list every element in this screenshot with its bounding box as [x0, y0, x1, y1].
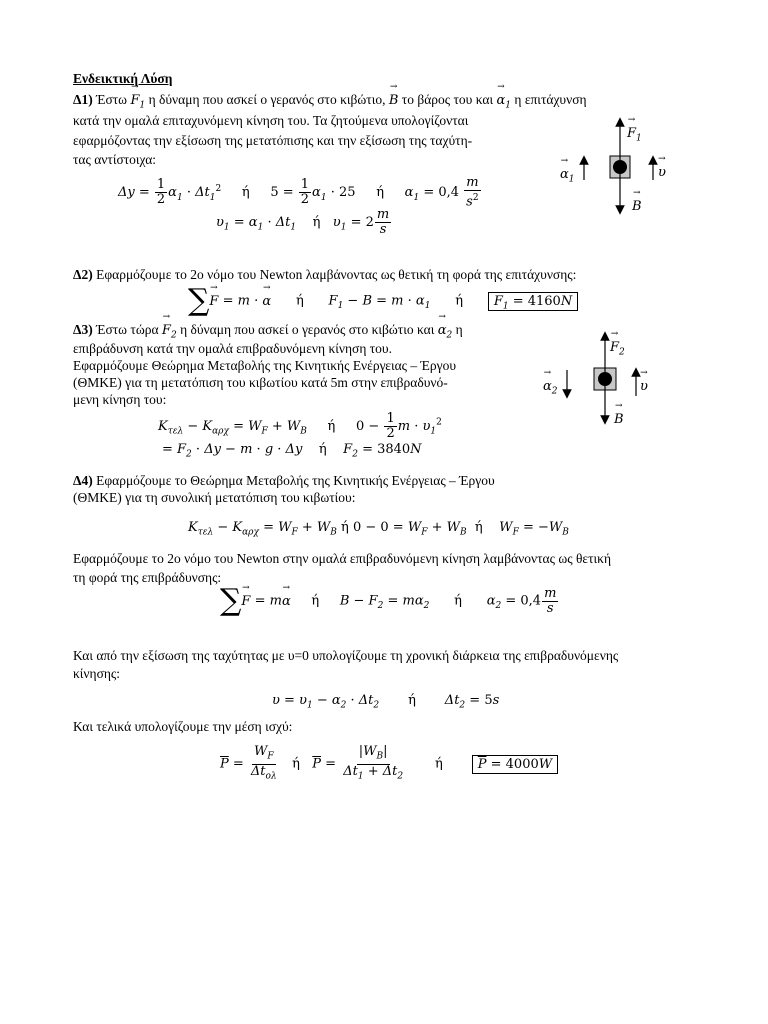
- d4-line4: τη φορά της επιβράδυνσης:: [73, 570, 222, 585]
- d1-label: Δ1): [73, 92, 93, 107]
- d3-equation-line1: $K_{\tau\varepsilon\lambda} - K_{\alpha\rho\chi} = W_F + W_B$ ή 0 − $\frac{1}{2}$ $m \cdot \upsilon_1^2$: [158, 411, 442, 441]
- d1-text-2: η δύναμη που ασκεί ο γερανός στο κιβώτιο,: [148, 92, 386, 107]
- d2-text: Εφαρμόζουμε το 2ο νόμο του Newton λαμβάνοντας ως θετική τη φορά της επιτάχυνσης:: [96, 267, 577, 282]
- d1-text-4: η επιτάχυνση: [514, 92, 587, 107]
- d3-label: Δ3): [73, 322, 93, 337]
- d4-equation-power: $\overline{P}$ = $\frac{W_F}{\Delta t_{o\lambda}}$ ή $\overline{P}$ = $\frac{|W_B|}{\Delta t_1 + \Delta t_2}$ ή $\overline{P} = 4000W$: [220, 745, 558, 783]
- d1-equation-velocity: $\upsilon_1 = \alpha_1 \cdot \Delta t_1$ ή $\upsilon_1 = 2$ $\frac{m}{s}$: [216, 207, 390, 237]
- center-dot-icon: [613, 160, 627, 174]
- diagram2-velocity-label: → υ: [640, 378, 648, 395]
- d1-equation-displacement: Δy = $\frac{1}{2}$ $\alpha_1 \cdot \Delta t_1^2$ ή 5 = $\frac{1}{2}$ $\alpha_1 \cdot 25$ ή $\alpha_1 = 0,4$ $\frac{m}{s^2}$: [118, 175, 479, 210]
- d3-line1: Δ3) Έστω $\tau ώ\rho\alpha \to F_2$ η δύναμη που ασκεί ο γερανός στο κιβώτιο $\kappa\alpha\iota \to \alpha_2$ η: [73, 321, 463, 345]
- diagram2-force-label: → $F_2$: [610, 339, 625, 362]
- center-dot-icon: [598, 372, 612, 386]
- d3-result: $F_2 = 3840N$: [343, 442, 422, 460]
- d1-text-1: Έστω: [96, 92, 128, 107]
- diagram1-force-label: → $F_1$: [627, 125, 642, 148]
- d4-label: Δ4): [73, 473, 93, 488]
- d4-equation-time: $\upsilon = \upsilon_1 - \alpha_2 \cdot \Delta t_2$ ή $\Delta t_2 = 5s$: [272, 693, 500, 711]
- d2-result: $F_1 = 4160N$: [488, 292, 578, 311]
- d1-line1: Δ1) $Έ\sigma\tau\omega \to F_1$ η δύναμη που ασκεί ο γερανός στο κιβώτιο, → B το βάρος του $\kappa\alpha\iota \to \alpha_1$ η επιτάχυνση: [73, 91, 587, 115]
- diagram1-weight-label: → B: [632, 198, 642, 215]
- diagram2-accel-label: → $\alpha_2$: [543, 378, 558, 401]
- d4-equation-work: $K_{\tau\varepsilon\lambda} - K_{\alpha\rho\chi} = W_F + W_B$ ή $0 - 0 = W_F + W_B$ ή $W_F = -W_B$: [188, 520, 569, 538]
- d4-line2: (ΘΜΚΕ) για τη συνολική μετατόπιση του κιβωτίου:: [73, 490, 356, 505]
- diagram1-velocity-label: → υ: [658, 164, 666, 181]
- solution-heading: Ενδεικτική Λύση: [73, 71, 173, 86]
- d1-text-3: το βάρος του και: [401, 92, 494, 107]
- d2-equation: ∑→ F = m · → α ή $F_1 - B = m \cdot \alpha_1$ ή $F_1 = 4160N$: [188, 286, 578, 316]
- d2-line: [73, 266, 576, 283]
- d4-result: $\overline{P} = 4000W$: [472, 755, 558, 774]
- d4-line5: Και από την εξίσωση της ταχύτητας με υ=0 υπολογίζουμε τη χρονική διάρκεια της επιβραδυνόμενης: [73, 648, 619, 663]
- d4-line3: Εφαρμόζουμε το 2ο νόμο του Newton στην ομαλά επιβραδυνόμενη κίνηση λαμβάνοντας ως θετική: [73, 551, 612, 566]
- d3-line2: επιβράδυνση κατά την ομαλά επιβραδυνόμενη κίνηση του.: [73, 341, 392, 356]
- diagram2-weight-label: → B: [614, 411, 624, 428]
- d4-line6: κίνησης:: [73, 666, 121, 681]
- d1-line3: εφαρμόζοντας την εξίσωση της μετατόπισης και την εξίσωση της ταχύτη-: [73, 133, 473, 148]
- d4-line7: Και τελικά υπολογίζουμε την μέση ισχύ:: [73, 719, 293, 734]
- d3-line4: (ΘΜΚΕ) για τη μετατόπιση του κιβωτίου κατά 5m στην επιβραδυνό-: [73, 375, 448, 390]
- d2-label: Δ2): [73, 267, 93, 282]
- d3-line3: Εφαρμόζουμε Θεώρημα Μεταβολής της Κινητικής Ενέργειας – Έργου: [73, 358, 457, 373]
- d4-line1: Δ4) Εφαρμόζουμε το Θεώρημα Μεταβολής της Κινητικής Ενέργειας – Έργου: [73, 473, 495, 488]
- d3-line5: μενη κίνηση του:: [73, 392, 167, 407]
- d1-line2: κατά την ομαλά επιταχυνόμενη κίνηση του. Τα ζητούμενα υπολογίζονται: [73, 113, 469, 128]
- d3-equation-line2: = $F_2 \cdot \Delta y - m \cdot g \cdot \Delta y$ ή $F_2 = 3840N$: [162, 442, 422, 460]
- diagram1-accel-label: → $\alpha_1$: [560, 166, 575, 189]
- d1-line4: τας αντίστοιχα:: [73, 152, 157, 167]
- d4-equation-newton: ∑→ F = m→ α ή $B - F_2 = m\alpha_2$ ή $\alpha_2 = 0,4$ $\frac{m}{s}$: [220, 586, 559, 616]
